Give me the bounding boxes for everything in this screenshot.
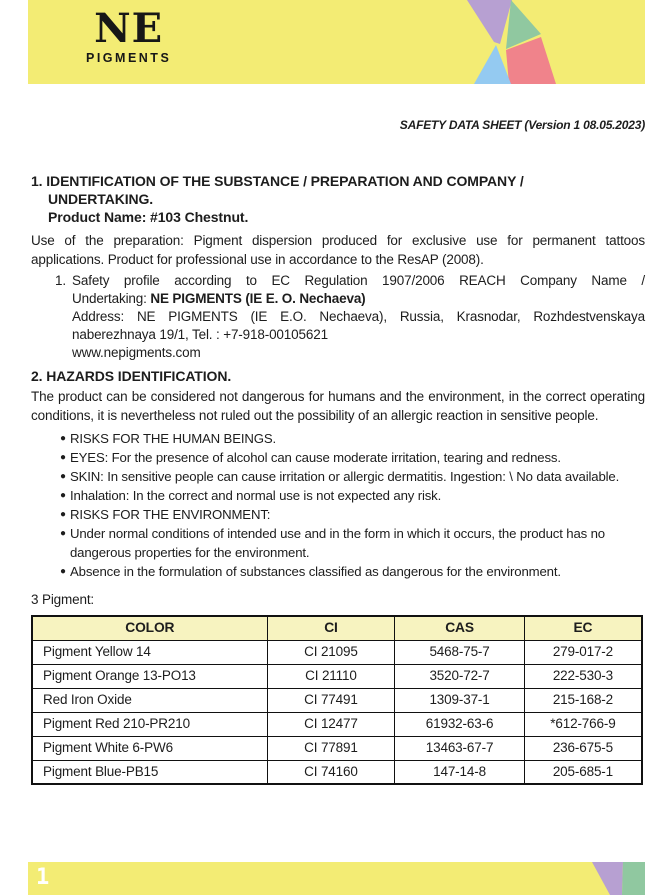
doc-title: SAFETY DATA SHEET (Version 1 08.05.2023) — [399, 118, 645, 132]
cell-ci: CI 21095 — [267, 640, 395, 664]
cell-cas: 3520-72-7 — [395, 664, 525, 688]
column-header-color: COLOR — [32, 616, 267, 640]
column-header-ci: CI — [267, 616, 395, 640]
cell-ec: 279-017-2 — [524, 640, 642, 664]
decorative-triangles-icon — [442, 0, 602, 84]
address-line1: Address: NE PIGMENTS (IE E.O. Nechaeva), Russia, Krasnodar, Rozhdestvenskaya — [72, 309, 645, 324]
cell-color: Pigment Blue-PB15 — [32, 760, 267, 784]
page-number: 1 — [36, 865, 50, 890]
cell-ec: 222-530-3 — [524, 664, 642, 688]
column-header-ec: EC — [524, 616, 642, 640]
address-line2: naberezhnaya 19/1, Tel. : +7-918-00105621 — [72, 327, 328, 342]
section2-heading: 2. HAZARDS IDENTIFICATION. — [31, 368, 232, 384]
footer-decorative-shapes-icon — [585, 862, 645, 895]
hazards-bullet-list — [31, 429, 645, 581]
section1-heading-line1: 1. IDENTIFICATION OF THE SUBSTANCE / PREPARATION AND COMPANY / — [31, 173, 524, 189]
table-row — [32, 688, 642, 712]
cell-ci: CI 77891 — [267, 736, 395, 760]
cell-ci: CI 74160 — [267, 760, 395, 784]
cell-cas: 1309-37-1 — [395, 688, 525, 712]
use-of-preparation-paragraph: Use of the preparation: Pigment dispersion produced for exclusive use for permanent tattoos applications. Product for professional use in accordance to the ResAP (2008). — [31, 233, 645, 267]
undertaking-line — [72, 290, 645, 308]
cell-ec: 205-685-1 — [524, 760, 642, 784]
bullet-icon: ● — [60, 528, 66, 539]
green-shape-icon — [622, 862, 645, 895]
list-item: ● RISKS FOR THE ENVIRONMENT: — [60, 507, 271, 522]
list-item: ● Under normal conditions of intended use and in the form in which it occurs, the product has no dangerous properties for the environment. — [60, 526, 605, 560]
table-row — [32, 736, 642, 760]
pigments-count-label: 3 Pigment: — [31, 592, 95, 607]
cell-cas: 5468-75-7 — [395, 640, 525, 664]
logo-subtitle: PIGMENTS — [86, 51, 172, 65]
list-item: ● RISKS FOR THE HUMAN BEINGS. — [60, 431, 277, 446]
header-band — [28, 0, 645, 84]
cell-color: Pigment White 6-PW6 — [32, 736, 267, 760]
logo-wordmark: NE — [94, 5, 164, 52]
cell-cas: 147-14-8 — [395, 760, 525, 784]
hazards-intro-paragraph: The product can be considered not dangerous for humans and the environment, in the correct operating conditions, it is nevertheless not ruled out the possibility of an allergic reaction in sensitive people. — [31, 389, 645, 423]
purple-shape-icon — [592, 862, 623, 895]
cell-cas: 13463-67-7 — [395, 736, 525, 760]
pigments-table — [31, 615, 643, 785]
cell-ci: CI 12477 — [267, 712, 395, 736]
cell-ec: 236-675-5 — [524, 736, 642, 760]
purple-triangle-icon — [467, 0, 512, 44]
ne-pigments-logo — [86, 5, 172, 65]
cell-ci: CI 77491 — [267, 688, 395, 712]
list-item: ● Inhalation: In the correct and normal use is not expected any risk. — [60, 488, 442, 503]
cell-cas: 61932-63-6 — [395, 712, 525, 736]
list-item-number: 1. — [55, 273, 66, 288]
cell-ec: *612-766-9 — [524, 712, 642, 736]
website-text: www.nepigments.com — [72, 345, 201, 360]
table-header-row — [32, 616, 642, 640]
bullet-icon: ● — [60, 566, 66, 577]
company-name-bold: NE PIGMENTS (IE E. O. Nechaeva) — [150, 291, 366, 306]
cell-ci: CI 21110 — [267, 664, 395, 688]
list-item: ● EYES: For the presence of alcohol can cause moderate irritation, tearing and redness. — [60, 450, 561, 465]
table-row — [32, 712, 642, 736]
safety-profile-list-item — [31, 272, 645, 362]
footer-band — [28, 862, 645, 895]
table-row — [32, 760, 642, 784]
bullet-icon: ● — [60, 452, 66, 463]
blue-triangle-icon — [474, 45, 511, 84]
cell-color: Pigment Orange 13-PO13 — [32, 664, 267, 688]
list-item: ● SKIN: In sensitive people can cause irritation or allergic dermatitis. Ingestion: \ No data available. — [60, 469, 620, 484]
bullet-icon: ● — [60, 490, 66, 501]
undertaking-label: Undertaking: — [72, 291, 151, 306]
cell-color: Red Iron Oxide — [32, 688, 267, 712]
cell-color: Pigment Red 210-PR210 — [32, 712, 267, 736]
bullet-icon: ● — [60, 471, 66, 482]
table-row — [32, 664, 642, 688]
list-item: ● Absence in the formulation of substances classified as dangerous for the environment. — [60, 564, 561, 579]
product-name: Product Name: #103 Chestnut. — [48, 209, 249, 225]
table-row — [32, 640, 642, 664]
safety-profile-line1: Safety profile according to EC Regulation 1907/2006 REACH Company Name / — [72, 273, 645, 288]
column-header-cas: CAS — [395, 616, 525, 640]
cell-ec: 215-168-2 — [524, 688, 642, 712]
bullet-icon: ● — [60, 509, 66, 520]
bullet-icon: ● — [60, 433, 66, 444]
document-body — [31, 172, 645, 785]
cell-color: Pigment Yellow 14 — [32, 640, 267, 664]
section1-heading-line2: UNDERTAKING. — [48, 191, 154, 207]
